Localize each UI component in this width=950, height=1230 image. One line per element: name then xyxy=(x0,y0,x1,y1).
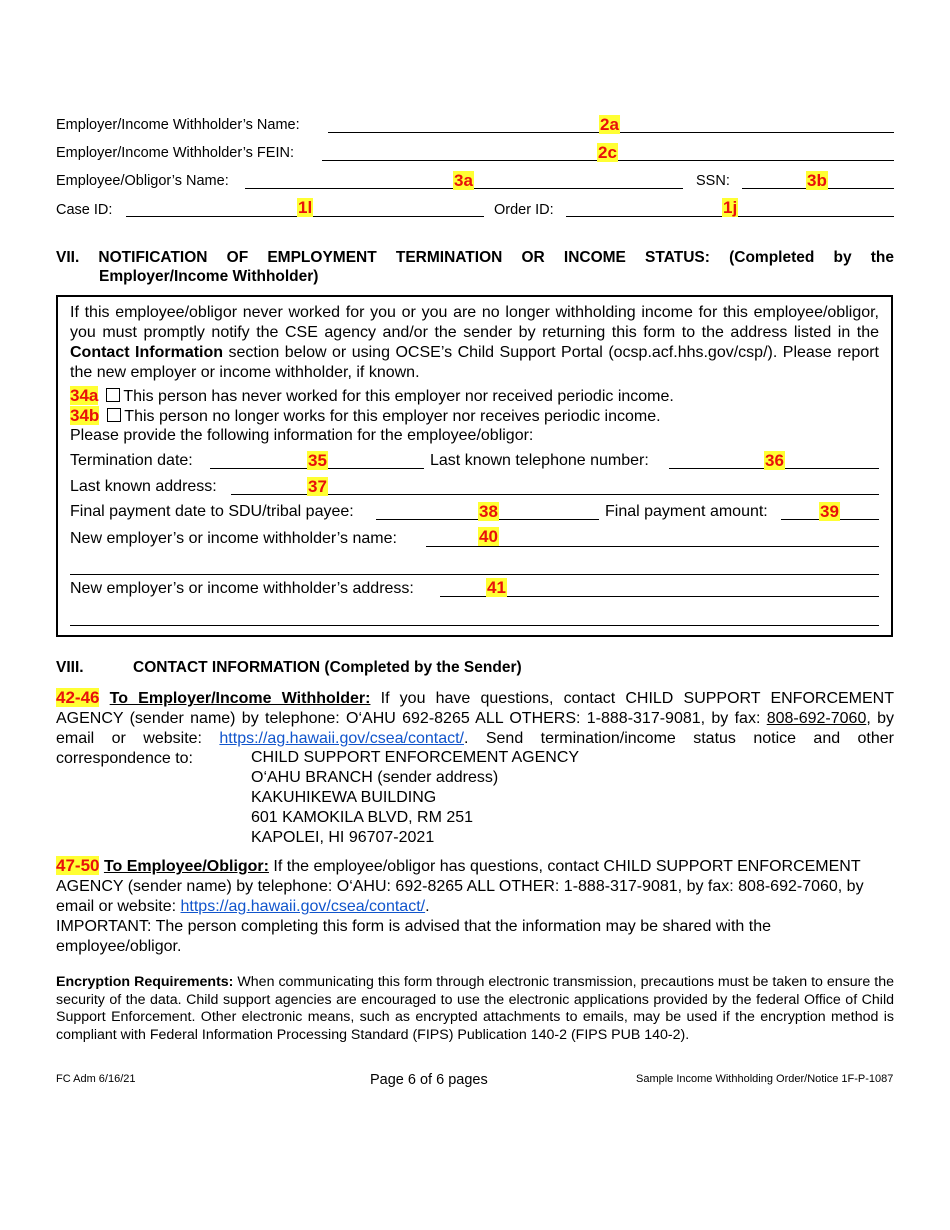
employee-contact-paragraph: 47-50 To Employee/Obligor: If the employee/obligor has questions, contact CHILD SUPPORT ENFORCEMENT AGENCY (sender name) by telephone: O‘AHU: 692-8265 ALL OTHER: 1-888-317-9081, by fax: 808-692-7060, by email or website: https://ag.hawaii.gov/csea/contact/. IMPORTANT: The person completing this form is advised that the information may be shared with the employee/obligor. xyxy=(56,856,894,957)
last-address-field[interactable] xyxy=(231,494,879,495)
code-35: 35 xyxy=(308,451,327,470)
code-41: 41 xyxy=(487,578,506,597)
address-line: CHILD SUPPORT ENFORCEMENT AGENCY xyxy=(251,749,580,766)
employee-contact-heading: To Employee/Obligor: xyxy=(103,858,269,875)
footer-form-title: Sample Income Withholding Order/Notice 1F-P-1087 xyxy=(636,1073,894,1085)
section-7-intro: If this employee/obligor never worked for you or you are no longer withholding income for this employee/obligor, you must promptly notify the CSE agency and/or the sender by returning this form to the address listed in the Contact Information section below or using OCSE’s Child Support Portal (ocsp.acf.hhs.gov/csp/). Please report the new employer or income withholder, if known. xyxy=(70,304,879,381)
option-34b-text: This person no longer works for this employer nor receives periodic income. xyxy=(124,408,661,425)
final-payment-date-label: Final payment date to SDU/tribal payee: xyxy=(70,503,354,520)
code-2c: 2c xyxy=(598,143,617,162)
code-1l: 1l xyxy=(298,198,313,217)
order-id-label: Order ID: xyxy=(494,202,554,218)
employer-contact-heading: To Employer/Income Withholder: xyxy=(109,690,371,707)
section-8-title: CONTACT INFORMATION (Completed by the Sender) xyxy=(133,659,522,676)
important-notice: IMPORTANT: The person completing this form is advised that the information may be shared with the employee/obligor. xyxy=(56,918,771,955)
employer-fein-label: Employer/Income Withholder’s FEIN: xyxy=(56,145,294,161)
address-line: 601 KAMOKILA BLVD, RM 251 xyxy=(251,809,474,826)
code-39: 39 xyxy=(820,502,839,521)
new-employer-address-label: New employer’s or income withholder’s address: xyxy=(70,580,414,597)
new-employer-name-field-line2[interactable] xyxy=(70,574,879,575)
employer-contact-link[interactable]: https://ag.hawaii.gov/csea/contact/ xyxy=(219,730,464,747)
code-1j: 1j xyxy=(723,198,738,217)
code-2a: 2a xyxy=(600,115,619,134)
employee-contact-link[interactable]: https://ag.hawaii.gov/csea/contact/ xyxy=(180,898,426,915)
encryption-requirements: Encryption Requirements: When communicating this form through electronic transmission, precautions must be taken to ensure the security of the data. Child support agencies are encouraged to use the electronic applications provided by the federal Office of Child Support Enforcement. Other electronic means, such as encrypted attachments to emails, may be used if the encryption method is compliant with Federal Information Processing Standard (FIPS) Publication 140-2 (FIPS PUB 140-2). xyxy=(56,974,894,1043)
new-employer-name-field[interactable] xyxy=(426,546,879,547)
code-36: 36 xyxy=(765,451,784,470)
new-employer-name-label: New employer’s or income withholder’s name: xyxy=(70,530,397,547)
code-42-46: 42-46 xyxy=(56,688,100,707)
final-payment-amount-label: Final payment amount: xyxy=(605,503,768,520)
phone-label: Last known telephone number: xyxy=(430,452,649,469)
employer-fax: 808-692-7060 xyxy=(766,710,867,727)
option-34b xyxy=(70,406,661,426)
last-address-label: Last known address: xyxy=(70,478,217,495)
code-3b: 3b xyxy=(807,171,827,190)
code-40: 40 xyxy=(479,527,498,546)
address-line: O‘AHU BRANCH (sender address) xyxy=(251,769,499,786)
address-line: KAPOLEI, HI 96707-2021 xyxy=(251,829,435,846)
employer-contact-paragraph: 42-46 To Employer/Income Withholder: If you have questions, contact CHILD SUPPORT ENFORCEMENT AGENCY (sender name) by telephone: O‘AHU 692-8265 ALL OTHERS: 1-888-317-9081, by fax: 808-692-7060, by email or website: https://ag.hawaii.gov/csea/contact/. Send termination/income status notice and other correspondence to: xyxy=(56,688,895,767)
code-37: 37 xyxy=(308,477,327,496)
case-id-label: Case ID: xyxy=(56,202,113,218)
footer-page-number: Page 6 of 6 pages xyxy=(370,1072,488,1088)
employee-name-label: Employee/Obligor’s Name: xyxy=(56,173,229,189)
option-34a-text: This person has never worked for this employer nor received periodic income. xyxy=(123,388,674,405)
sender-address-block xyxy=(251,748,579,848)
code-38: 38 xyxy=(479,502,498,521)
section-7-title-line1: VII. NOTIFICATION OF EMPLOYMENT TERMINATION OR INCOME STATUS: (Completed by the xyxy=(56,249,894,266)
provide-info-text: Please provide the following information for the employee/obligor: xyxy=(70,427,534,444)
code-34a: 34a xyxy=(70,386,99,405)
option-34a xyxy=(70,386,674,406)
code-34b: 34b xyxy=(70,406,100,425)
termination-date-label: Termination date: xyxy=(70,452,193,469)
code-47-50: 47-50 xyxy=(56,856,100,875)
checkbox-34a[interactable] xyxy=(106,388,120,402)
employer-name-label: Employer/Income Withholder’s Name: xyxy=(56,117,300,133)
footer-form-id: FC Adm 6/16/21 xyxy=(56,1073,136,1085)
code-3a: 3a xyxy=(454,171,473,190)
checkbox-34b[interactable] xyxy=(107,408,121,422)
new-employer-address-field-line2[interactable] xyxy=(70,625,879,626)
section-8-number: VIII. xyxy=(56,659,84,676)
section-7-title-line2: Employer/Income Withholder) xyxy=(99,268,319,285)
ssn-label: SSN: xyxy=(696,173,730,189)
address-line: KAKUHIKEWA BUILDING xyxy=(251,789,437,806)
